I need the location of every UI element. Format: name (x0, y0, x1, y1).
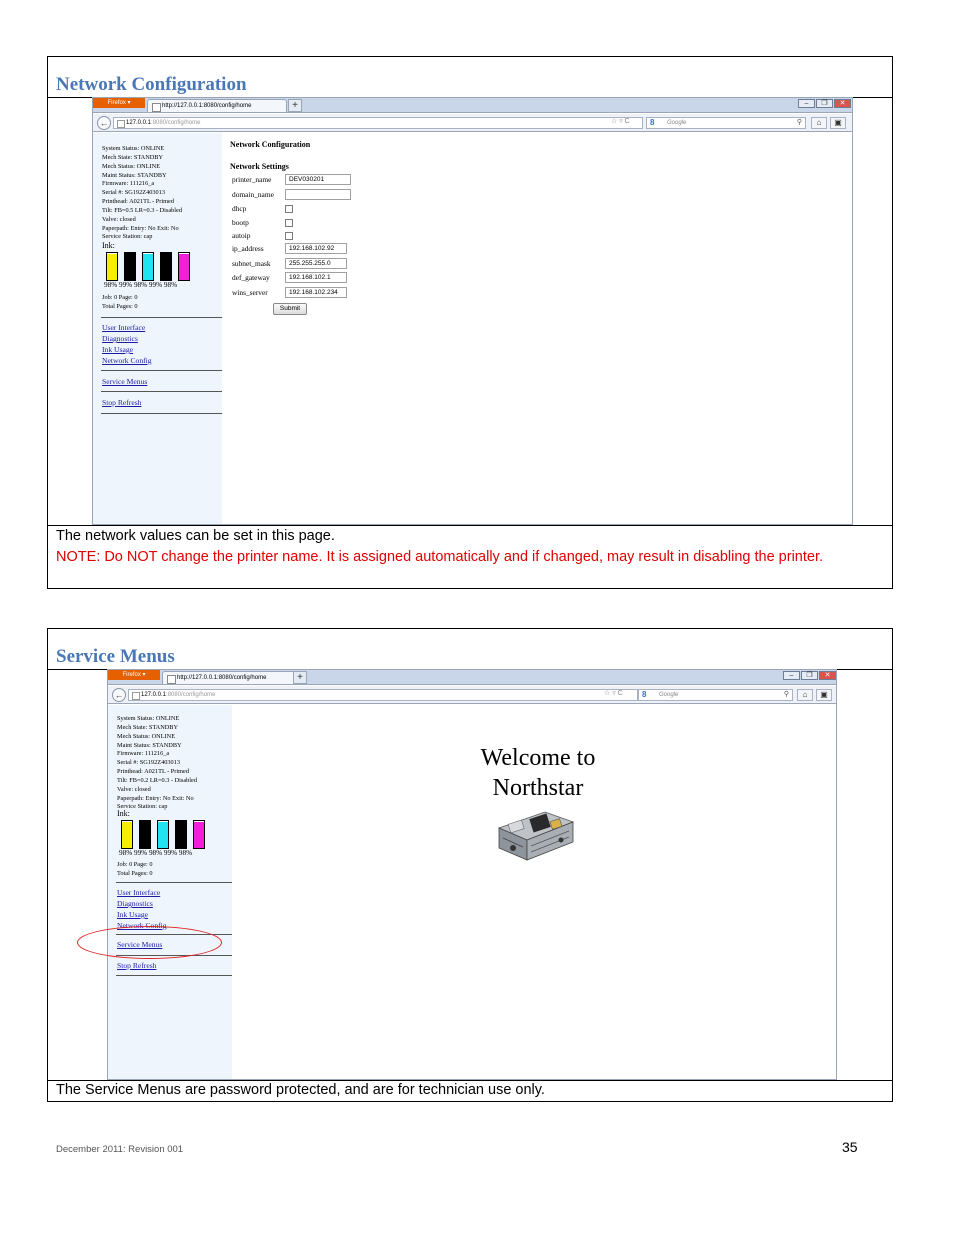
field-label: printer_name (232, 175, 272, 184)
status-sidebar (108, 705, 232, 1080)
status-line: Valve: closed (102, 215, 136, 223)
stop-refresh-link[interactable]: Stop Refresh (102, 398, 142, 407)
browser-window (92, 97, 853, 525)
navigation-bar (93, 114, 852, 132)
sidebar-divider (101, 413, 222, 414)
field-label: domain_name (232, 190, 274, 199)
search-icon[interactable]: ⚲ (796, 119, 802, 126)
status-sidebar (93, 133, 222, 525)
sidebar-divider (101, 391, 222, 392)
stop-link-group (117, 960, 156, 971)
ink-usage-link[interactable]: Ink Usage (102, 345, 133, 354)
status-line: System Status: ONLINE (117, 715, 180, 722)
ink-bar (160, 252, 172, 281)
ink-level-bars (121, 820, 205, 849)
ink-bar-fill (176, 821, 186, 848)
close-icon[interactable]: ✕ (819, 671, 836, 680)
field-label: dhcp (232, 204, 247, 213)
sidebar-divider (116, 975, 232, 976)
tab-bar (108, 670, 836, 685)
printer-image (491, 802, 577, 868)
ink-bar (106, 252, 118, 281)
section-title: Network Configuration (56, 74, 247, 95)
sidebar-divider (101, 317, 222, 318)
status-line: Printhead: A021TL - Primed (102, 198, 174, 206)
submit-button[interactable]: Submit (273, 303, 307, 315)
job-info (102, 293, 138, 311)
status-list (102, 145, 182, 242)
form-heading: Network Configuration (230, 140, 311, 149)
field-def-gateway (232, 272, 347, 283)
section-caption (56, 526, 884, 568)
ink-bar (124, 252, 136, 281)
status-list (117, 715, 197, 812)
nav-links (117, 887, 167, 931)
ink-bar (193, 820, 205, 849)
status-line: Firmware: 111216_a (102, 180, 155, 188)
network-config-link[interactable]: Network Config (117, 921, 167, 930)
search-placeholder: Google (659, 692, 679, 698)
bookmark-star-icon[interactable]: ☆ ▿ C (604, 690, 623, 697)
field-wins-server (232, 287, 347, 298)
bookmarks-icon[interactable]: ▣ (830, 117, 846, 129)
field-bootp (232, 218, 293, 227)
job-line: Job: 0 Page: 0 (117, 861, 153, 868)
status-line: Service Station: cap (117, 803, 168, 811)
sidebar-divider (101, 370, 222, 371)
status-line: Mech State: STANDBY (117, 723, 179, 731)
restore-icon[interactable]: ❐ (801, 671, 818, 680)
minimize-icon[interactable]: – (783, 671, 800, 680)
new-tab-button[interactable]: + (288, 99, 302, 112)
status-line: Paperpath: Entry: No Exit: No (102, 224, 179, 232)
status-line: Mech State: STANDBY (102, 153, 164, 161)
ink-usage-link[interactable]: Ink Usage (117, 910, 148, 919)
status-line: Service Station: cap (102, 233, 153, 241)
service-menus-link[interactable]: Service Menus (117, 940, 163, 949)
user-interface-link[interactable]: User Interface (102, 323, 146, 332)
status-line: Tilt: FB=0.5 LR=0.3 - Disabled (102, 206, 182, 214)
address-bar[interactable] (113, 117, 643, 129)
ink-percentages: 98% 99% 98% 99% 98% (104, 281, 178, 289)
home-icon[interactable]: ⌂ (797, 689, 813, 701)
section-title: Service Menus (56, 646, 175, 667)
page-number: 35 (842, 1139, 858, 1155)
restore-icon[interactable]: ❐ (816, 99, 833, 108)
sidebar-divider (116, 882, 232, 883)
search-icon[interactable]: ⚲ (783, 691, 789, 698)
autoip-checkbox[interactable] (285, 232, 293, 240)
ip-address-input[interactable]: 192.168.102.92 (285, 243, 347, 254)
stop-link-group (102, 397, 141, 408)
ink-label: Ink: (117, 809, 130, 818)
ink-bar-fill (125, 253, 135, 280)
close-icon[interactable]: ✕ (834, 99, 851, 108)
subnet-mask-input[interactable]: 255.255.255.0 (285, 258, 347, 269)
window-controls (783, 671, 836, 680)
ink-bar (139, 820, 151, 849)
status-line: Firmware: 111216_a (117, 750, 170, 758)
caption-text: The network values can be set in this page. (56, 528, 335, 544)
ink-bar (121, 820, 133, 849)
browser-tab[interactable]: http://127.0.0.1:8080/config/home (147, 99, 287, 112)
job-line: Job: 0 Page: 0 (102, 294, 138, 301)
browser-window (107, 669, 837, 1080)
warning-note: NOTE: Do NOT change the printer name. It is assigned automatically and if changed, may result in disabling the printer. (56, 549, 824, 565)
back-arrow-icon[interactable]: ← (97, 116, 111, 130)
field-label: autoip (232, 231, 251, 240)
wins-server-input[interactable]: 192.168.102.234 (285, 287, 347, 298)
firefox-menu-button[interactable]: Firefox ▾ (93, 98, 145, 108)
field-label: bootp (232, 218, 249, 227)
browser-tab[interactable]: http://127.0.0.1:8080/config/home (162, 671, 302, 684)
service-link-group (102, 376, 147, 387)
ink-bar (175, 820, 187, 849)
search-placeholder: Google (667, 120, 687, 126)
window-controls (798, 99, 851, 108)
address-path: :8080/config/home (151, 120, 201, 126)
ink-bar-fill (107, 254, 117, 280)
firefox-menu-button[interactable]: Firefox ▾ (108, 670, 160, 680)
field-label: wins_server (232, 288, 268, 297)
new-tab-button[interactable]: + (293, 671, 307, 684)
network-config-section (47, 56, 893, 589)
diagnostics-link[interactable]: Diagnostics (102, 334, 138, 343)
search-input[interactable] (646, 117, 806, 129)
address-host: 127.0.0.1 (141, 692, 167, 698)
form-subheading: Network Settings (230, 162, 289, 171)
status-line: System Status: ONLINE (102, 145, 165, 152)
ink-bar-fill (143, 254, 153, 280)
status-line: Serial #: SG192Z403013 (102, 189, 165, 197)
dhcp-checkbox[interactable] (285, 205, 293, 213)
status-line: Maint Status: STANDBY (117, 741, 182, 749)
address-bar[interactable] (128, 689, 638, 701)
welcome-line: Northstar (492, 775, 584, 801)
ink-bar (142, 252, 154, 281)
status-line: Valve: closed (117, 785, 151, 793)
back-arrow-icon[interactable]: ← (112, 688, 126, 702)
field-label: subnet_mask (232, 259, 271, 268)
address-path: :8080/config/home (166, 692, 216, 698)
user-interface-link[interactable]: User Interface (117, 888, 161, 897)
status-line: Mech Status: ONLINE (117, 732, 176, 740)
ink-bar-fill (122, 822, 132, 848)
ink-bar (157, 820, 169, 849)
welcome-line: Welcome to (480, 745, 596, 771)
job-info (117, 860, 153, 878)
status-line: Mech Status: ONLINE (102, 162, 161, 170)
job-line: Total Pages: 0 (102, 303, 138, 310)
job-line: Total Pages: 0 (117, 870, 153, 877)
footer-revision: December 2011: Revision 001 (56, 1144, 184, 1155)
ink-bar-fill (158, 822, 168, 848)
search-input[interactable] (638, 689, 793, 701)
ink-bar (178, 252, 190, 281)
ink-bar-fill (140, 821, 150, 848)
status-line: Printhead: A021TL - Primed (117, 768, 189, 776)
status-line: Paperpath: Entry: No Exit: No (117, 794, 194, 802)
minimize-icon[interactable]: – (798, 99, 815, 108)
field-dhcp (232, 204, 293, 213)
ink-level-bars (106, 252, 190, 281)
bookmark-star-icon[interactable]: ☆ ▿ C (611, 118, 630, 125)
network-config-form (230, 138, 530, 338)
ink-bar-fill (179, 254, 189, 280)
bootp-checkbox[interactable] (285, 219, 293, 227)
field-subnet-mask (232, 258, 347, 269)
domain-name-input[interactable] (285, 189, 351, 200)
ink-bar-fill (161, 253, 171, 280)
nav-links (102, 322, 152, 366)
field-label: def_gateway (232, 273, 270, 282)
network-config-link[interactable]: Network Config (102, 356, 152, 365)
status-line: Tilt: FB=0.2 LR=0.3 - Disabled (117, 776, 197, 784)
ink-label: Ink: (102, 241, 115, 250)
field-autoip (232, 231, 293, 240)
printer-name-input[interactable]: DEV030201 (285, 174, 351, 185)
navigation-bar (108, 686, 836, 704)
service-menus-link[interactable]: Service Menus (102, 377, 148, 386)
stop-refresh-link[interactable]: Stop Refresh (117, 961, 157, 970)
welcome-heading (428, 743, 648, 803)
tab-bar (93, 98, 852, 113)
status-line: Maint Status: STANDBY (102, 171, 167, 179)
home-icon[interactable]: ⌂ (811, 117, 827, 129)
field-ip-address (232, 243, 347, 254)
service-menus-section (47, 628, 893, 1102)
def-gateway-input[interactable]: 192.168.102.1 (285, 272, 347, 283)
diagnostics-link[interactable]: Diagnostics (117, 899, 153, 908)
status-line: Serial #: SG192Z403013 (117, 759, 180, 767)
ink-bar-fill (194, 822, 204, 848)
field-printer-name (232, 174, 351, 185)
field-domain-name (232, 189, 351, 200)
caption-text: The Service Menus are password protected, and are for technician use only. (56, 1082, 545, 1098)
ink-percentages: 98% 99% 98% 99% 98% (119, 849, 193, 857)
field-label: ip_address (232, 244, 264, 253)
address-host: 127.0.0.1 (126, 120, 152, 126)
bookmarks-icon[interactable]: ▣ (816, 689, 832, 701)
section-caption (56, 1080, 884, 1101)
highlight-circle (77, 926, 222, 959)
